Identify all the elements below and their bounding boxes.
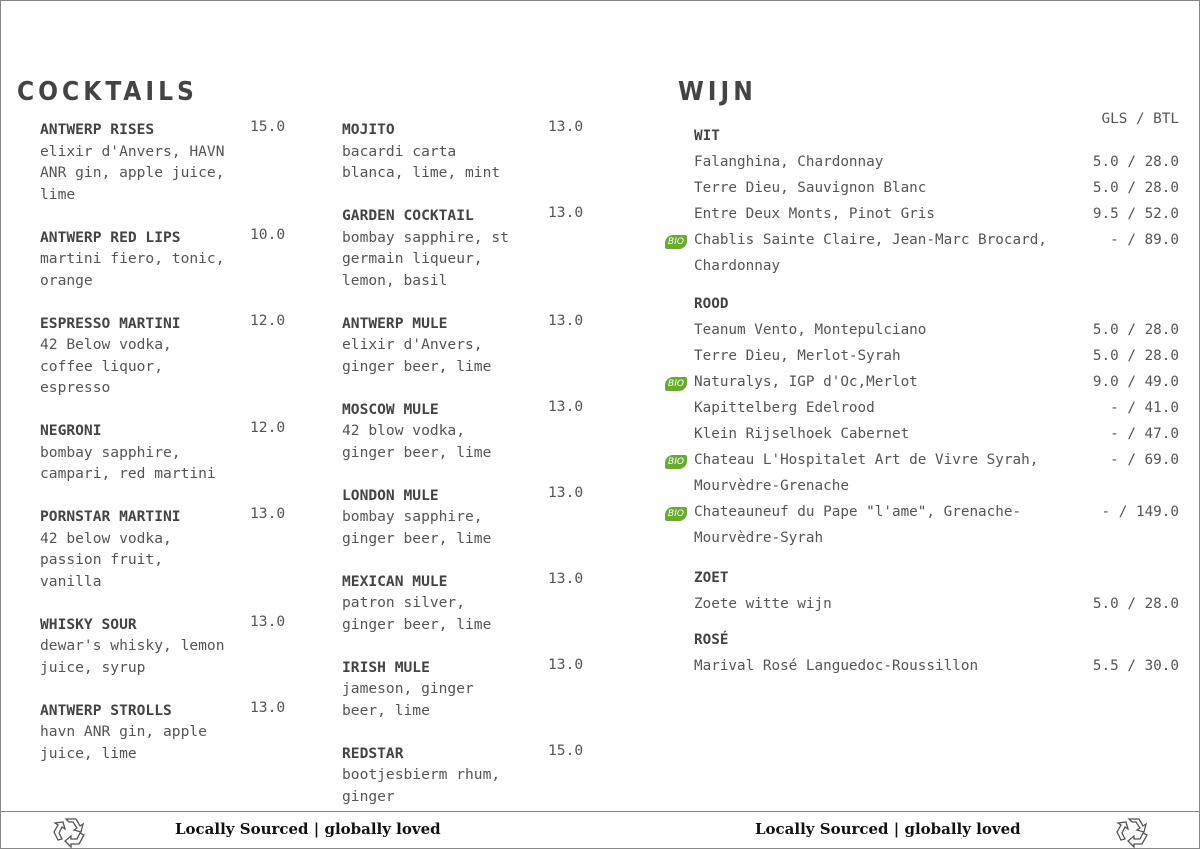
- cocktail-name: LONDON MULE: [342, 486, 439, 504]
- cocktail-item: [40, 612, 286, 679]
- cocktail-name: WHISKY SOUR: [40, 615, 137, 633]
- bio-badge-icon: BIO: [665, 377, 687, 391]
- cocktails-title: COCKTAILS: [17, 77, 198, 107]
- wine-list: [668, 111, 1179, 679]
- wine-item: [694, 201, 1179, 227]
- wine-name: Zoete witte wijn: [694, 596, 832, 612]
- wine-item: [668, 447, 1179, 499]
- wine-price: - / 89.0: [1110, 232, 1179, 248]
- bio-badge-icon: BIO: [665, 455, 687, 469]
- wine-name: Chateau L'Hospitalet Art de Vivre Syrah, Mourvèdre-Grenache: [694, 452, 1039, 494]
- wine-category-heading: WIT: [694, 128, 720, 144]
- cocktail-description: patron silver, ginger beer, lime: [342, 594, 492, 633]
- tagline-left: Locally Sourced | globally loved: [175, 820, 441, 838]
- cocktail-name: REDSTAR: [342, 744, 404, 762]
- wine-item: [694, 343, 1179, 369]
- cocktail-item: [40, 225, 286, 292]
- wine-price: - / 69.0: [1110, 452, 1179, 468]
- cocktail-name: PORNSTAR MARTINI: [40, 508, 181, 525]
- cocktail-name: ESPRESSO MARTINI: [40, 314, 181, 332]
- cocktail-item: [342, 204, 584, 291]
- wine-price: 5.5 / 30.0: [1092, 658, 1179, 674]
- cocktail-description: jameson, ginger beer, lime: [342, 680, 474, 719]
- cocktail-description: 42 below vodka, passion fruit, vanilla: [40, 529, 172, 590]
- wine-item: [694, 149, 1179, 175]
- wine-name: Terre Dieu, Merlot-Syrah: [694, 348, 901, 364]
- cocktail-item: [342, 311, 584, 378]
- wine-item: [668, 499, 1179, 551]
- cocktail-item: [342, 483, 584, 550]
- cocktail-price: 10.0: [250, 225, 286, 243]
- cocktail-price: 13.0: [548, 204, 584, 221]
- cocktail-name: MEXICAN MULE: [342, 572, 448, 590]
- wine-price: - / 47.0: [1110, 426, 1179, 442]
- cocktail-description: bootjesbierm rhum, ginger: [342, 766, 501, 805]
- cocktail-price: 13.0: [548, 569, 584, 587]
- cocktail-price: 13.0: [250, 505, 286, 522]
- cocktail-item: [40, 311, 286, 399]
- cocktail-description: bombay sapphire, campari, red martini: [40, 443, 216, 482]
- wine-item: [694, 395, 1179, 421]
- cocktail-item: [342, 118, 584, 184]
- cocktail-price: 13.0: [548, 118, 584, 135]
- wine-name: Kapittelberg Edelrood: [694, 400, 875, 416]
- cocktail-item: [342, 741, 584, 808]
- wine-name: Chateauneuf du Pape "l'ame", Grenache-Mourvèdre-Syrah: [694, 504, 1022, 546]
- cocktails-column-2: [342, 118, 584, 829]
- wine-category-heading: ZOET: [694, 570, 729, 586]
- wine-name: Entre Deux Monts, Pinot Gris: [694, 206, 936, 222]
- cocktail-name: ANTWERP RISES: [40, 121, 155, 138]
- wine-price: 5.0 / 28.0: [1092, 596, 1179, 612]
- cocktail-name: MOSCOW MULE: [342, 400, 439, 418]
- wine-price: 5.0 / 28.0: [1092, 180, 1179, 196]
- wine-name: Teanum Vento, Montepulciano: [694, 322, 927, 338]
- cocktail-description: bombay sapphire, ginger beer, lime: [342, 508, 492, 547]
- wine-item: [694, 653, 1179, 679]
- cocktail-name: MOJITO: [342, 121, 395, 138]
- wine-name: Terre Dieu, Sauvignon Blanc: [694, 180, 927, 196]
- wine-category-heading: ROSÉ: [694, 632, 729, 648]
- cocktail-price: 13.0: [548, 655, 584, 673]
- wine-name: Chablis Sainte Claire, Jean-Marc Brocard, Chardonnay: [694, 232, 1047, 274]
- cocktail-item: [342, 655, 584, 722]
- cocktail-name: GARDEN COCKTAIL: [342, 207, 474, 224]
- wine-price: 9.5 / 52.0: [1092, 206, 1179, 222]
- cocktail-item: [40, 419, 286, 485]
- wine-price: 9.0 / 49.0: [1092, 374, 1179, 390]
- footer: [1, 811, 1199, 849]
- bio-badge-icon: BIO: [665, 507, 687, 521]
- wine-price: - / 149.0: [1101, 504, 1179, 520]
- cocktail-description: martini fiero, tonic, orange: [40, 250, 225, 289]
- wine-item: [694, 421, 1179, 447]
- cocktail-description: elixir d'Anvers, ginger beer, lime: [342, 336, 492, 375]
- tagline-right: Locally Sourced | globally loved: [755, 820, 1021, 838]
- cocktail-price: 13.0: [548, 397, 584, 415]
- cocktail-item: [40, 118, 286, 205]
- cocktail-price: 13.0: [250, 698, 286, 716]
- cocktail-description: elixir d'Anvers, HAVN ANR gin, apple juice, lime: [40, 142, 225, 203]
- wine-price: 5.0 / 28.0: [1092, 322, 1179, 338]
- cocktail-price: 15.0: [250, 118, 286, 135]
- cocktail-price: 13.0: [250, 612, 286, 630]
- wine-item: [694, 591, 1179, 617]
- wine-name: Falanghina, Chardonnay: [694, 154, 884, 170]
- cocktail-price: 15.0: [548, 741, 584, 759]
- cocktail-name: ANTWERP STROLLS: [40, 701, 172, 719]
- wine-item: [694, 175, 1179, 201]
- cocktail-name: ANTWERP RED LIPS: [40, 228, 181, 246]
- price-header: GLS / BTL: [1101, 111, 1179, 127]
- cocktail-item: [40, 505, 286, 592]
- cocktail-description: bombay sapphire, st germain liqueur, lemon, basil: [342, 228, 509, 289]
- wine-price: - / 41.0: [1110, 400, 1179, 416]
- cocktail-description: 42 blow vodka, ginger beer, lime: [342, 422, 492, 461]
- cocktail-price: 13.0: [548, 483, 584, 501]
- cocktails-column-1: [40, 118, 286, 786]
- wine-item: [694, 317, 1179, 343]
- wine-price: 5.0 / 28.0: [1092, 154, 1179, 170]
- bio-badge-icon: BIO: [665, 235, 687, 249]
- recycle-icon: [1116, 815, 1152, 849]
- cocktail-price: 13.0: [548, 311, 584, 329]
- recycle-icon: [53, 815, 89, 849]
- cocktail-description: dewar's whisky, lemon juice, syrup: [40, 637, 225, 676]
- wine-title: WIJN: [678, 77, 757, 107]
- cocktail-item: [342, 397, 584, 464]
- wine-name: Naturalys, IGP d'Oc,Merlot: [694, 374, 918, 390]
- cocktail-item: [342, 569, 584, 636]
- cocktail-description: bacardi carta blanca, lime, mint: [342, 142, 501, 181]
- cocktail-price: 12.0: [250, 419, 286, 436]
- cocktail-item: [40, 698, 286, 765]
- wine-item: [668, 227, 1179, 279]
- cocktail-name: IRISH MULE: [342, 658, 430, 676]
- wine-price: 5.0 / 28.0: [1092, 348, 1179, 364]
- wine-category-heading: ROOD: [694, 296, 729, 312]
- wine-name: Marival Rosé Languedoc-Roussillon: [694, 658, 979, 674]
- wine-name: Klein Rijselhoek Cabernet: [694, 426, 910, 442]
- wine-item: [668, 369, 1179, 395]
- cocktail-price: 12.0: [250, 311, 286, 329]
- cocktail-name: ANTWERP MULE: [342, 314, 448, 332]
- cocktail-description: havn ANR gin, apple juice, lime: [40, 723, 207, 762]
- cocktail-name: NEGRONI: [40, 422, 102, 439]
- cocktail-description: 42 Below vodka, coffee liquor, espresso: [40, 336, 172, 396]
